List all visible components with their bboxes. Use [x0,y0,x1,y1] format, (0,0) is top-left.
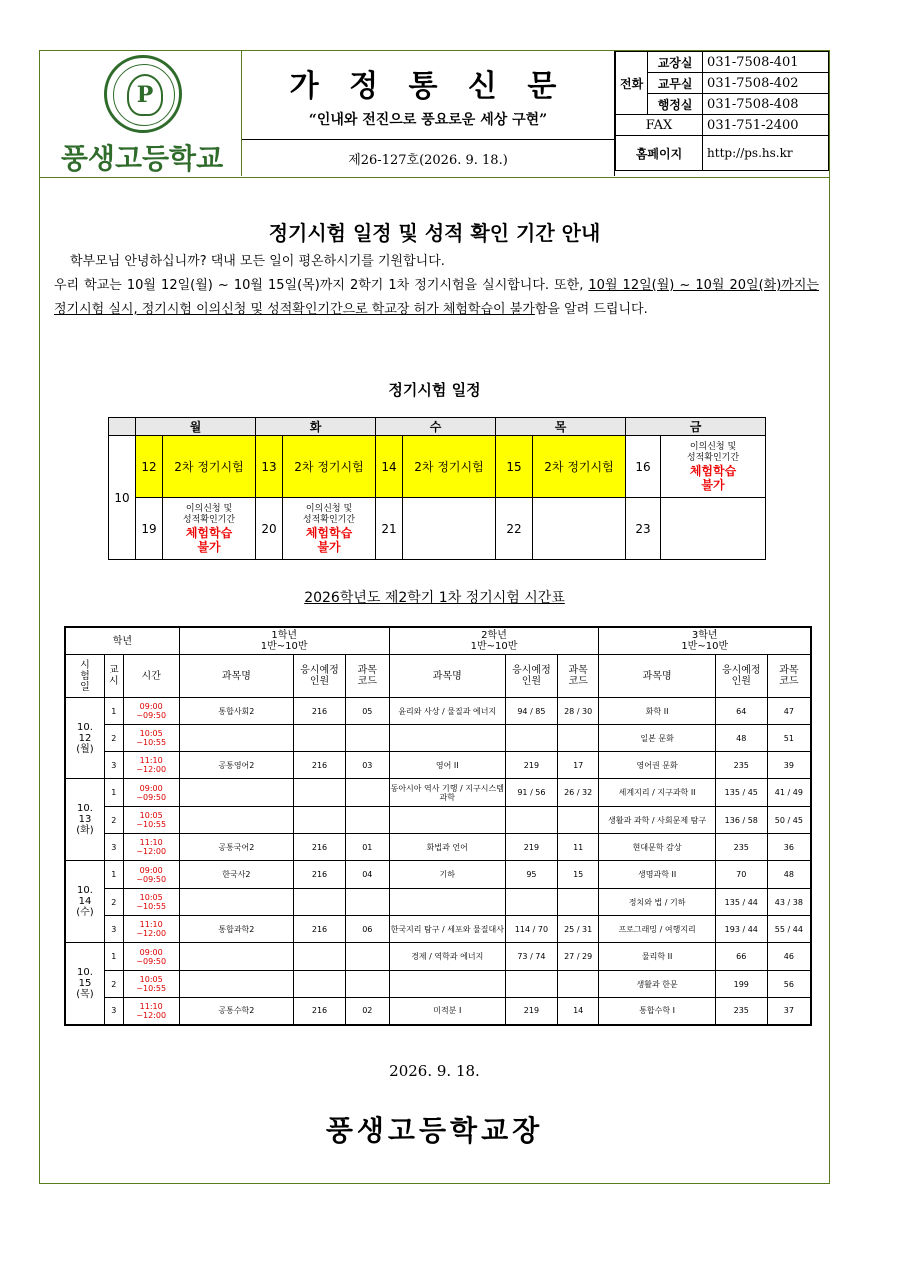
time-cell: 09:00 ~09:50 [123,698,179,725]
subject-cell: 생활과 과학 / 사회문제 탐구 [599,807,715,834]
code-header: 과목코드 [767,655,811,698]
count-cell [505,971,557,998]
code-header: 과목코드 [345,655,389,698]
count-cell: 193 / 44 [715,916,767,943]
count-cell: 66 [715,943,767,971]
period-cell: 3 [104,998,123,1025]
count-cell: 216 [294,998,346,1025]
fax-label: FAX [616,115,703,136]
count-cell: 95 [505,861,557,889]
subject-cell: 영어권 문화 [599,752,715,779]
day-header: 금 [626,418,766,436]
subject-cell: 공통국어2 [179,834,293,861]
code-header: 과목코드 [557,655,599,698]
subject-header: 과목명 [389,655,505,698]
subject-cell: 영어 II [389,752,505,779]
code-cell: 02 [345,998,389,1025]
contact-label: 교장실 [648,52,703,73]
timetable-title: 2026학년도 제2학기 1차 정기시험 시간표 [304,590,565,606]
subject-cell [389,889,505,916]
day-header: 수 [376,418,496,436]
table-row [65,971,811,998]
fax-value: 031-751-2400 [703,115,829,136]
subject-cell [179,889,293,916]
code-cell: 43 / 38 [767,889,811,916]
issue-date: 2026. 9. 18. [389,1062,480,1080]
day-header: 월 [136,418,256,436]
code-cell: 48 [767,861,811,889]
count-cell [294,943,346,971]
subject-cell: 생활과 한문 [599,971,715,998]
code-cell [345,807,389,834]
school-name: 풍생고등학교 [60,142,224,175]
code-cell [345,889,389,916]
count-cell: 94 / 85 [505,698,557,725]
newsletter-title: 가 정 통 신 문 [289,69,567,104]
date-cell: 16 [626,436,661,498]
no-field-trip-label: 체험학습 [185,525,233,540]
notice-cell: 이의신청 및 성적확인기간 체험학습 불가 [661,436,766,498]
date-cell: 20 [256,498,283,560]
letterhead [40,51,829,178]
count-cell: 216 [294,698,346,725]
time-cell: 09:00 ~09:50 [123,779,179,807]
count-cell: 91 / 56 [505,779,557,807]
exam-calendar [108,417,766,560]
code-cell [557,889,599,916]
subject-cell [179,807,293,834]
period-cell: 2 [104,807,123,834]
code-cell: 55 / 44 [767,916,811,943]
count-cell: 219 [505,834,557,861]
count-cell: 235 [715,752,767,779]
body-paragraph: 우리 학교는 10월 12일(월) ~ 10월 15일(목)까지 2학기 1차 정기시험을 실시합니다. 또한, 10월 12일(월) ~ 10월 20일(화)까지는 정기시험 실시, 정기시험 이의신청 및 성적확인기간으로 학교장 허가 체험학습이 불가함을 알려 드립니다. [54,278,819,317]
homepage-label: 홈페이지 [616,136,703,171]
count-cell: 219 [505,998,557,1025]
code-cell: 25 / 31 [557,916,599,943]
time-cell: 11:10 ~12:00 [123,752,179,779]
table-row [65,861,811,889]
timetable-body [65,698,811,1025]
date-cell: 14 [376,436,403,498]
date-cell: 15 [496,436,533,498]
code-cell: 01 [345,834,389,861]
count-cell: 219 [505,752,557,779]
count-cell: 199 [715,971,767,998]
table-row [65,998,811,1025]
code-cell [557,725,599,752]
notice-cell: 이의신청 및 성적확인기간 체험학습 불가 [283,498,376,560]
subject-cell: 동아시아 역사 기행 / 지구시스템과학 [389,779,505,807]
date-cell: 13 [256,436,283,498]
subject-cell [179,943,293,971]
no-field-trip-label: 체험학습 [305,525,353,540]
grade-3-header: 3학년 1반~10반 [599,627,811,655]
count-header: 응시예정인원 [715,655,767,698]
subject-cell: 공통영어2 [179,752,293,779]
code-cell: 56 [767,971,811,998]
time-cell: 10:05 ~10:55 [123,889,179,916]
count-cell: 64 [715,698,767,725]
exam-date-cell: 10. 15 (목) [65,943,104,1025]
subject-cell: 일본 문화 [599,725,715,752]
subject-cell [389,807,505,834]
subject-header: 과목명 [599,655,715,698]
code-cell: 28 / 30 [557,698,599,725]
table-row [65,779,811,807]
date-cell: 19 [136,498,163,560]
count-cell: 135 / 44 [715,889,767,916]
count-cell: 114 / 70 [505,916,557,943]
code-cell: 50 / 45 [767,807,811,834]
time-cell: 09:00 ~09:50 [123,861,179,889]
subject-cell: 세계지리 / 지구과학 II [599,779,715,807]
count-cell [505,725,557,752]
period-cell: 1 [104,943,123,971]
logo-area [40,51,242,176]
table-row [65,916,811,943]
phone-label: 전화 [616,52,648,115]
grade-header: 학년 [65,627,179,655]
date-cell: 23 [626,498,661,560]
code-cell [345,779,389,807]
table-row [65,889,811,916]
subject-cell [389,971,505,998]
contact-table [615,51,829,171]
homepage-link[interactable]: http://ps.hs.kr [703,136,829,171]
exam-timetable [64,626,812,1026]
greeting: 학부모님 안녕하십니까? 댁내 모든 일이 평온하시기를 기원합니다. [70,254,445,269]
contact-label: 행정실 [648,94,703,115]
subject-cell: 물리학 II [599,943,715,971]
code-cell [557,971,599,998]
count-cell [294,971,346,998]
time-cell: 10:05 ~10:55 [123,971,179,998]
code-cell: 37 [767,998,811,1025]
subject-cell: 윤리와 사상 / 물질과 에너지 [389,698,505,725]
code-cell [345,971,389,998]
school-motto: “인내와 전진으로 풍요로운 세상 구현” [308,112,548,128]
no-field-trip-label: 체험학습 [689,463,737,478]
subject-cell: 프로그래밍 / 여행지리 [599,916,715,943]
subject-cell [389,725,505,752]
contact-value: 031-7508-401 [703,52,829,73]
subject-cell: 생명과학 II [599,861,715,889]
table-row [65,725,811,752]
period-cell: 3 [104,834,123,861]
subject-cell: 통합과학2 [179,916,293,943]
time-cell: 11:10 ~12:00 [123,834,179,861]
date-cell: 12 [136,436,163,498]
count-cell: 235 [715,998,767,1025]
table-row [65,943,811,971]
code-cell: 36 [767,834,811,861]
table-row [65,834,811,861]
date-cell: 21 [376,498,403,560]
subject-cell: 미적분 I [389,998,505,1025]
calendar-title: 정기시험 일정 [388,381,481,399]
exam-date-cell: 10. 13 (화) [65,779,104,861]
count-cell [294,807,346,834]
document-frame [39,50,830,1184]
count-cell: 70 [715,861,767,889]
count-cell [294,725,346,752]
exam-cell: 2차 정기시험 [533,436,626,498]
code-cell: 47 [767,698,811,725]
time-cell: 10:05 ~10:55 [123,725,179,752]
subject-cell [179,779,293,807]
time-cell: 11:10 ~12:00 [123,916,179,943]
contact-value: 031-7508-402 [703,73,829,94]
notice-cell: 이의신청 및 성적확인기간 체험학습 불가 [163,498,256,560]
grade-1-header: 1학년 1반~10반 [179,627,389,655]
count-header: 응시예정인원 [294,655,346,698]
contact-value: 031-7508-408 [703,94,829,115]
count-cell: 136 / 58 [715,807,767,834]
date-cell: 22 [496,498,533,560]
subject-cell: 현대문학 감상 [599,834,715,861]
period-cell: 2 [104,725,123,752]
subject-cell: 정치와 법 / 기하 [599,889,715,916]
count-cell: 135 / 45 [715,779,767,807]
exam-date-header: 시험일 [65,655,104,698]
time-cell: 11:10 ~12:00 [123,998,179,1025]
count-cell: 216 [294,861,346,889]
period-cell: 2 [104,971,123,998]
count-cell: 48 [715,725,767,752]
period-header: 교시 [104,655,123,698]
subject-cell: 경제 / 역학과 에너지 [389,943,505,971]
exam-cell: 2차 정기시험 [403,436,496,498]
exam-date-cell: 10. 12 (월) [65,698,104,779]
subject-cell: 기하 [389,861,505,889]
count-cell [505,807,557,834]
time-cell: 10:05 ~10:55 [123,807,179,834]
count-cell [294,889,346,916]
code-cell [345,725,389,752]
count-cell [294,779,346,807]
day-header: 화 [256,418,376,436]
title-area [242,51,615,140]
code-cell [345,943,389,971]
code-cell: 04 [345,861,389,889]
contact-label: 교무실 [648,73,703,94]
code-cell: 41 / 49 [767,779,811,807]
subject-cell [179,971,293,998]
code-cell: 46 [767,943,811,971]
time-cell: 09:00 ~09:50 [123,943,179,971]
issue-area [242,140,615,176]
subject-cell: 한국사2 [179,861,293,889]
period-cell: 3 [104,916,123,943]
period-cell: 1 [104,779,123,807]
code-cell: 15 [557,861,599,889]
period-cell: 3 [104,752,123,779]
code-cell: 05 [345,698,389,725]
table-row [65,807,811,834]
count-cell: 216 [294,752,346,779]
exam-date-cell: 10. 14 (수) [65,861,104,943]
subject-cell [179,725,293,752]
document-title: 정기시험 일정 및 성적 확인 기간 안내 [268,221,601,245]
day-header: 목 [496,418,626,436]
grade-2-header: 2학년 1반~10반 [389,627,599,655]
period-cell: 1 [104,698,123,725]
code-cell [557,807,599,834]
subject-cell: 공통수학2 [179,998,293,1025]
table-row [65,698,811,725]
exam-cell: 2차 정기시험 [163,436,256,498]
code-cell: 26 / 32 [557,779,599,807]
principal-signature: 풍생고등학교장 [325,1114,544,1147]
code-cell: 27 / 29 [557,943,599,971]
count-header: 응시예정인원 [505,655,557,698]
code-cell: 39 [767,752,811,779]
exam-cell: 2차 정기시험 [283,436,376,498]
subject-cell: 한국지리 탐구 / 세포와 물질대사 [389,916,505,943]
count-cell: 73 / 74 [505,943,557,971]
code-cell: 17 [557,752,599,779]
school-seal-icon: P [104,55,182,133]
period-cell: 2 [104,889,123,916]
table-row [65,752,811,779]
code-cell: 06 [345,916,389,943]
subject-cell: 통합사회2 [179,698,293,725]
underlined-notice: 10월 12일(월) ~ 10월 20일(화)까지는 정기시험 실시, 정기시험 이의신청 및 성적확인기간으로 학교장 허가 체험학습이 불가 [54,278,819,317]
subject-cell: 화법과 언어 [389,834,505,861]
code-cell: 11 [557,834,599,861]
subject-cell: 통합수학 I [599,998,715,1025]
time-header: 시간 [123,655,179,698]
count-cell: 216 [294,916,346,943]
month-cell: 10 [109,436,136,560]
code-cell: 03 [345,752,389,779]
code-cell: 14 [557,998,599,1025]
subject-cell: 화학 II [599,698,715,725]
count-cell: 235 [715,834,767,861]
subject-header: 과목명 [179,655,293,698]
code-cell: 51 [767,725,811,752]
count-cell [505,889,557,916]
count-cell: 216 [294,834,346,861]
period-cell: 1 [104,861,123,889]
issue-number: 제26-127호(2026. 9. 18.) [348,153,508,168]
